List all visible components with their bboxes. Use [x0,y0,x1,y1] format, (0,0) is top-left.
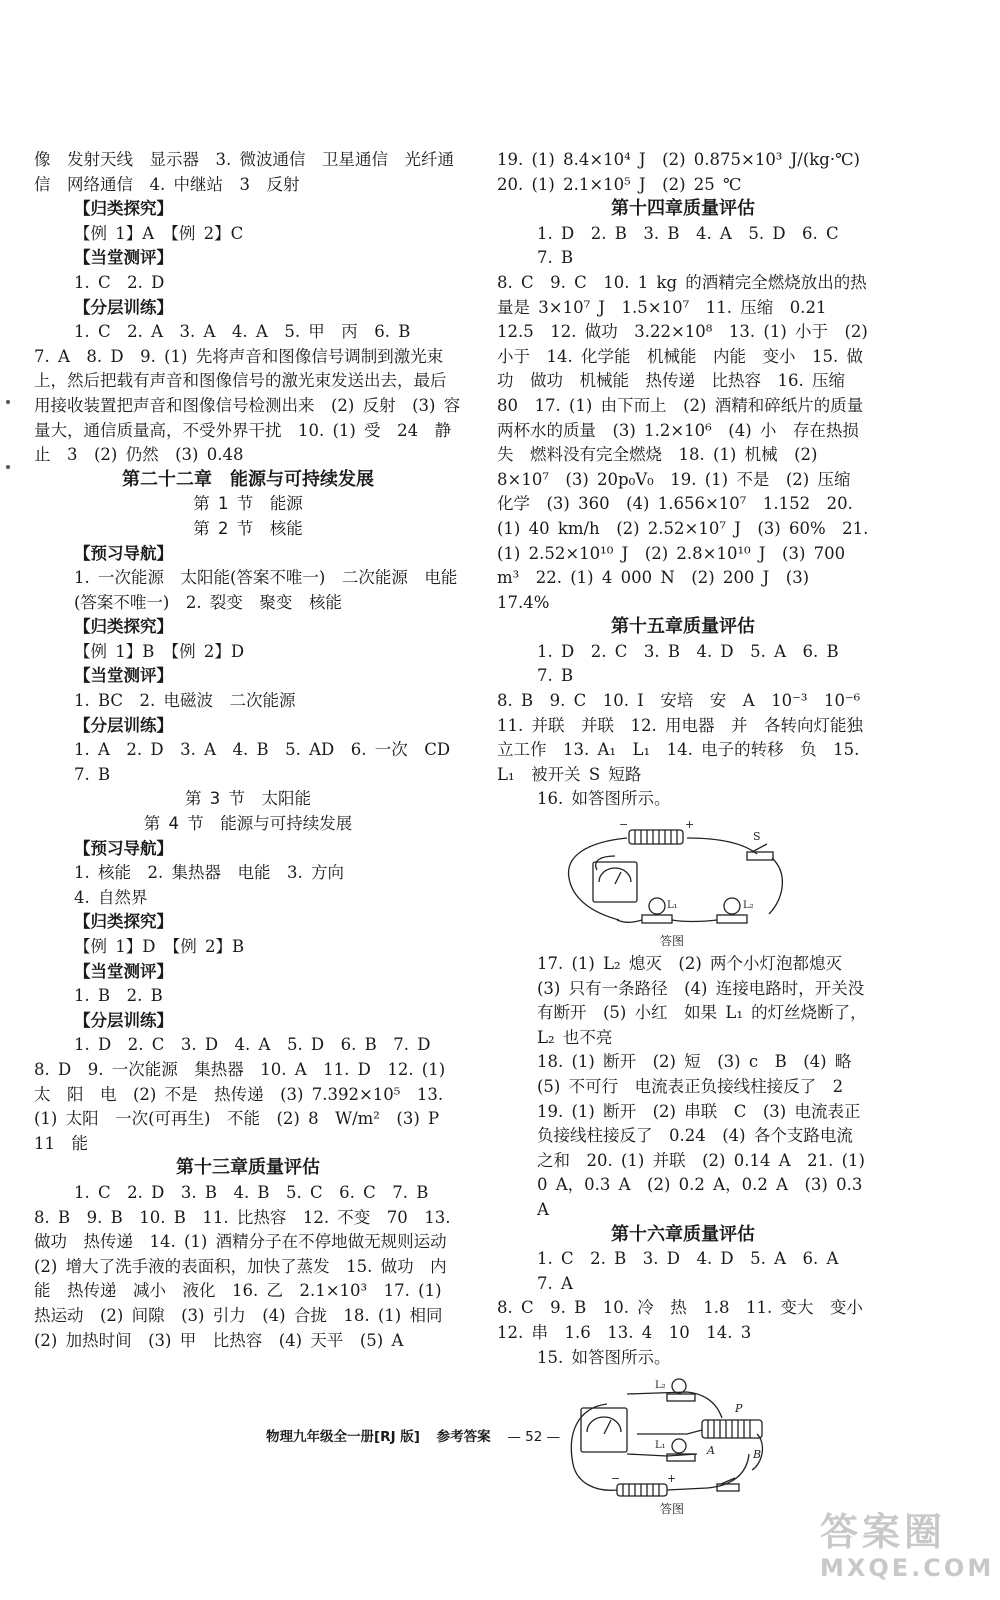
switch-icon [747,852,773,860]
lamp2-label: L₂ [743,900,754,912]
chapter-heading: 第十三章质量评估 [176,1157,320,1179]
answer-line: 17. (1) L₂ 熄灭 (2) 两个小灯泡都熄灭 (3) 只有一条路径 (4) 连接电路时，开关没有断开 (5) 小红 如果 L₁ 的灯丝烧断了，L₂ 也不亮 [537,954,867,1047]
answer-text: 8. C 9. C 10. 1 kg 的酒精完全燃烧放出的热量是 3×10⁷ J 1.5×10⁷ 11. 压缩 0.21 12.5 12. 做功 3.22×10⁸ 13. (1) 小于 (2) 小于 14. 化学能 机械能 内能 变小 15. 做功 做功 机械能 热传递 比热容 16. 压缩 80 17. (1) 由下而上 (2) 酒精和碎纸片的质量 两杯水的质量 (3) 1.2×10⁶ (4) 小 存在热损失 燃料没有完全燃烧 18. (1) 机械 (2) 8×10⁷ (3) 20p₀V₀ 19. (1) 不是 (2) 压缩 化学 (3) 360 (4) 1.656×10⁷ 1.152 20. (1) 40 km/h (2) 2.52×10⁷ J (3) 60% 21. (1) 2.52×10¹⁰ J (2) 2.8×10¹⁰ J (3) 700 m³ 22. (1) 4 000 N (2) 200 J (3) 17.4% [497,272,880,612]
answer-text: 8. B 9. B 10. B 11. 比热容 12. 不变 70 13. 做功 热传递 14. (1) 酒精分子在不停地做无规则运动 (2) 增大了洗手液的表面积，加快了蒸发 15. 做功 内能 热传递 减小 液化 16. 乙 2.1×10³ 17. (1) 热运动 (2) 间隙 (3) 引力 (4) 合拢 18. (1) 相同 (2) 加热时间 (3) 甲 比热容 (4) 天平 (5) A [34,1207,464,1350]
page-number: — 52 — [507,1429,561,1445]
watermark-line1: 答案圈 [820,1510,947,1554]
answer-line: 【例 1】D 【例 2】B [74,937,245,956]
answer-text: 8. C 9. B 10. 冷 热 1.8 11. 变大 变小 12. 串 1.6 13. 4 10 14. 3 [497,1298,880,1342]
section-tag: 【归类探究】 [74,912,173,932]
margin-dot [6,400,10,404]
page-footer [266,1425,626,1445]
section-tag: 【当堂测评】 [74,248,173,268]
wire [627,1392,722,1418]
circuit-figure-1 [557,816,787,948]
answer-line: 【例 1】B 【例 2】D [74,641,245,661]
answer-text: 20. (1) 2.1×10⁵ J (2) 25 ℃ [497,174,742,194]
plus-label: + [685,818,695,832]
section-tag: 【归类探究】 [74,199,173,219]
margin-dot [6,465,10,469]
section-tag: 【当堂测评】 [74,961,173,981]
answer-line: 1. D 2. C 3. B 4. D 5. A 6. B 7. B [537,641,856,686]
footer-book-title: 物理九年级全一册[RJ 版] [266,1429,420,1445]
wire [637,1430,702,1434]
terminal-a-label: A [707,1444,715,1458]
plus-label: + [667,1472,677,1486]
section-heading: 第 2 节 核能 [193,518,303,538]
lamp1-label: L₁ [667,900,678,912]
answer-line: 1. 一次能源 太阳能(答案不唯一) 二次能源 电能(答案不唯一) 2. 裂变 聚变 核能 [74,568,458,612]
section-tag: 【分层训练】 [74,297,173,317]
answer-text: 像 发射天线 显示器 3. 微波通信 卫星通信 光纤通信 网络通信 4. 中继站 3 反射 [34,150,454,194]
left-column [34,148,467,1353]
lamp1-label: L₁ [655,1440,666,1452]
answer-line: 1. B 2. B [74,986,163,1006]
section-tag: 【预习导航】 [74,543,173,563]
answer-line: 1. C 2. D 3. B 4. B 5. C 6. C 7. B [74,1182,429,1202]
section-heading: 第 1 节 能源 [193,494,303,514]
switch-icon [717,1484,739,1491]
chapter-heading: 第十六章质量评估 [611,1223,755,1245]
answer-line: 4. 自然界 [74,887,148,907]
answer-line: 1. A 2. D 3. A 4. B 5. AD 6. 一次 CD 7. B [74,740,467,784]
answer-line: 1. BC 2. 电磁波 二次能源 [74,691,296,711]
answer-text: 8. B 9. C 10. I 安培 安 A 10⁻³ 10⁻⁶ 11. 并联 并联 12. 用电器 并 各转向灯能独立工作 13. A₁ L₁ 14. 电子的转移 负 15. L₁ 被开关 S 短路 [497,691,877,784]
slider-label: P [735,1402,743,1416]
wire [672,920,717,922]
minus-label: − [611,1472,621,1486]
answer-line: 1. D 2. C 3. D 4. A 5. D 6. B 7. D [74,1035,431,1055]
circuit-diagram-1 [557,816,787,934]
answer-line: 16. 如答图所示。 [537,789,671,809]
switch-label: S [753,830,761,844]
lamp-icon [672,1379,686,1393]
lamp-icon [649,898,665,914]
answer-line: 1. C 2. A 3. A 4. A 5. 甲 丙 6. B [74,322,411,342]
watermark-logo [820,1510,995,1595]
answer-line: 1. 核能 2. 集热器 电能 3. 方向 [74,863,344,883]
section-heading: 第 4 节 能源与可持续发展 [143,814,353,834]
section-tag: 【分层训练】 [74,1010,173,1030]
section-tag: 【归类探究】 [74,617,173,637]
answer-line: 【例 1】A 【例 2】C [74,223,244,243]
terminal-b-label: B [753,1448,762,1462]
section-heading: 第 3 节 太阳能 [185,789,311,809]
answer-line: 1. C 2. D [74,272,165,292]
answer-line: 1. C 2. B 3. D 4. D 5. A 6. A 7. A [537,1249,855,1293]
section-tag: 【当堂测评】 [74,666,173,686]
answer-text: 7. A 8. D 9. (1) 先将声音和图像信号调制到激光束上，然后把载有声音和图像信号的激光束发送出去，最后用接收装置把声音和图像信号检测出来 (2) 反射 (3) 容量大，通信质量高，不受外界干扰 10. (1) 受 24 静止 3 (2) 仍然 (3) 0.48 [34,346,461,465]
wire [769,858,782,914]
chapter-heading: 第二十二章 能源与可持续发展 [122,468,374,490]
section-tag: 【分层训练】 [74,715,173,735]
right-column [497,148,880,1520]
lamp-icon [672,1439,686,1453]
watermark-line2: MXQE.COM [820,1554,995,1582]
chapter-heading: 第十四章质量评估 [611,198,755,220]
lamp-holder [717,915,747,923]
lamp-holder [642,915,672,923]
circuit-figure-2 [557,1374,787,1516]
figure-caption: 答图 [659,1502,684,1517]
section-tag: 【预习导航】 [74,838,173,858]
battery-icon [629,830,683,844]
answer-line: 18. (1) 断开 (2) 短 (3) c B (4) 略 (5) 不可行 电流表正负接线柱接反了 2 19. (1) 断开 (2) 串联 C (3) 电流表正负接线柱接反了 0.24 (4) 各个支路电流之和 20. (1) 并联 (2) 0.14 A 21. (1) 0 A，0.3 A (2) 0.2 A，0.2 A (3) 0.3 A [537,1052,868,1219]
footer-section: 参考答案 [436,1429,491,1445]
lamp-holder [667,1394,695,1401]
minus-label: − [619,818,629,832]
answer-text: 19. (1) 8.4×10⁴ J (2) 0.875×10³ J/(kg·℃) [497,150,860,169]
chapter-heading: 第十五章质量评估 [611,616,755,638]
answer-text: 8. D 9. 一次能源 集热器 10. A 11. D 12. (1) 太 阳 电 (2) 不是 热传递 (3) 7.392×10⁵ 13. (1) 太阳 一次(可再生) 不能 (2) 8 W/m² (3) P 11 能 [34,1059,456,1153]
wire [617,920,642,922]
answer-line: 15. 如答图所示。 [537,1347,671,1367]
lamp-icon [724,898,740,914]
answer-line: 1. D 2. B 3. B 4. A 5. D 6. C 7. B [537,223,856,268]
lamp2-label: L₂ [655,1380,666,1392]
wire [569,838,627,920]
figure-caption: 答图 [659,934,684,949]
